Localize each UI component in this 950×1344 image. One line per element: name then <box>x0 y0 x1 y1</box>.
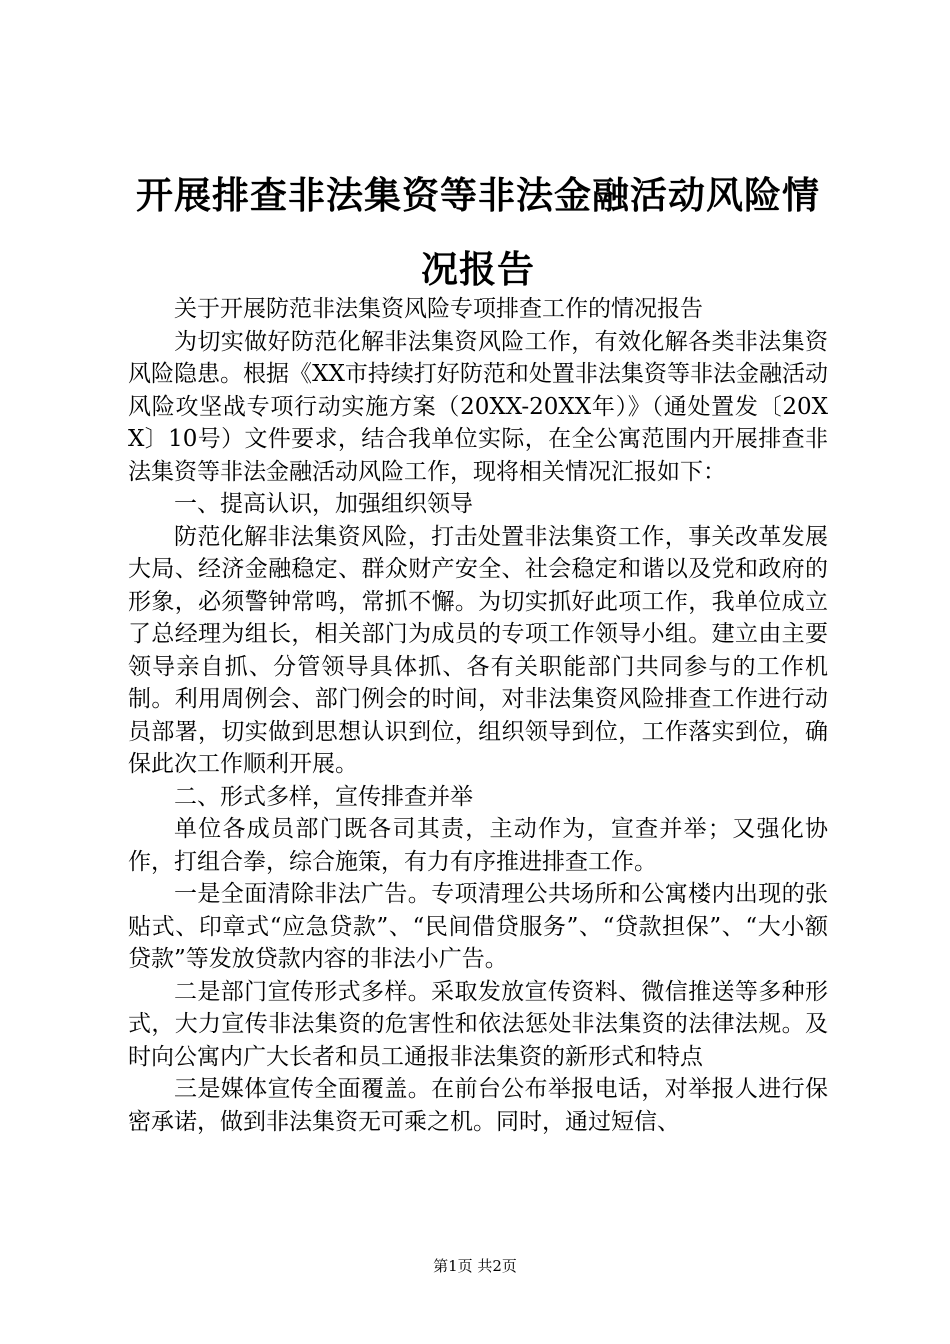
section-heading-1: 一、提高认识，加强组织领导 <box>174 491 473 517</box>
document-title: 开展排查非法集资等非法金融活动风险情况报告 <box>136 173 820 291</box>
paragraph-item-3: 三是媒体宣传全面覆盖。在前台公布举报电话，对举报人进行保密承诺，做到非法集资无可乘之机。同时，通过短信、 <box>128 1076 828 1135</box>
paragraph-section-1: 防范化解非法集资风险，打击处置非法集资工作，事关改革发展大局、经济金融稳定、群众财产安全、社会稳定和谐以及党和政府的形象，必须警钟常鸣，常抓不懈。为切实抓好此项工作，我单位成立了总经理为组长，相关部门为成员的专项工作领导小组。建立由主要领导亲自抓、分管领导具体抓、各有关职能部门共同参与的工作机制。利用周例会、部门例会的时间，对非法集资风险排查工作进行动员部署，切实做到思想认识到位，组织领导到位，工作落实到位，确保此次工作顺利开展。 <box>128 523 828 777</box>
paragraph-item-1: 一是全面清除非法广告。专项清理公共场所和公寓楼内出现的张贴式、印章式“应急贷款”、“民间借贷服务”、“贷款担保”、“大小额贷款”等发放贷款内容的非法小广告。 <box>128 881 828 972</box>
document-body <box>128 293 828 1138</box>
paragraph-item-2: 二是部门宣传形式多样。采取发放宣传资料、微信推送等多种形式，大力宣传非法集资的危害性和依法惩处非法集资的法律法规。及时向公寓内广大长者和员工通报非法集资的新形式和特点 <box>128 978 828 1070</box>
section-heading-2: 二、形式多样，宣传排查并举 <box>174 783 473 810</box>
paragraph-section-2: 单位各成员部门既各司其责，主动作为，宣查并举；又强化协作，打组合拳，综合施策，有力有序推进排查工作。 <box>128 816 828 875</box>
paragraph-subtitle: 关于开展防范非法集资风险专项排查工作的情况报告 <box>174 296 703 322</box>
paragraph-intro: 为切实做好防范化解非法集资风险工作，有效化解各类非法集资风险隐患。根据《XX市持续打好防范和处置非法集资等非法金融活动风险攻坚战专项行动实施方案（20XX-20XX年）》（通处置发〔20XX〕10号）文件要求，结合我单位实际，在全公寓范围内开展排查非法集资等非法金融活动风险工作，现将相关情况汇报如下： <box>128 328 828 485</box>
page-number-footer: 第1页 共2页 <box>433 1257 517 1275</box>
